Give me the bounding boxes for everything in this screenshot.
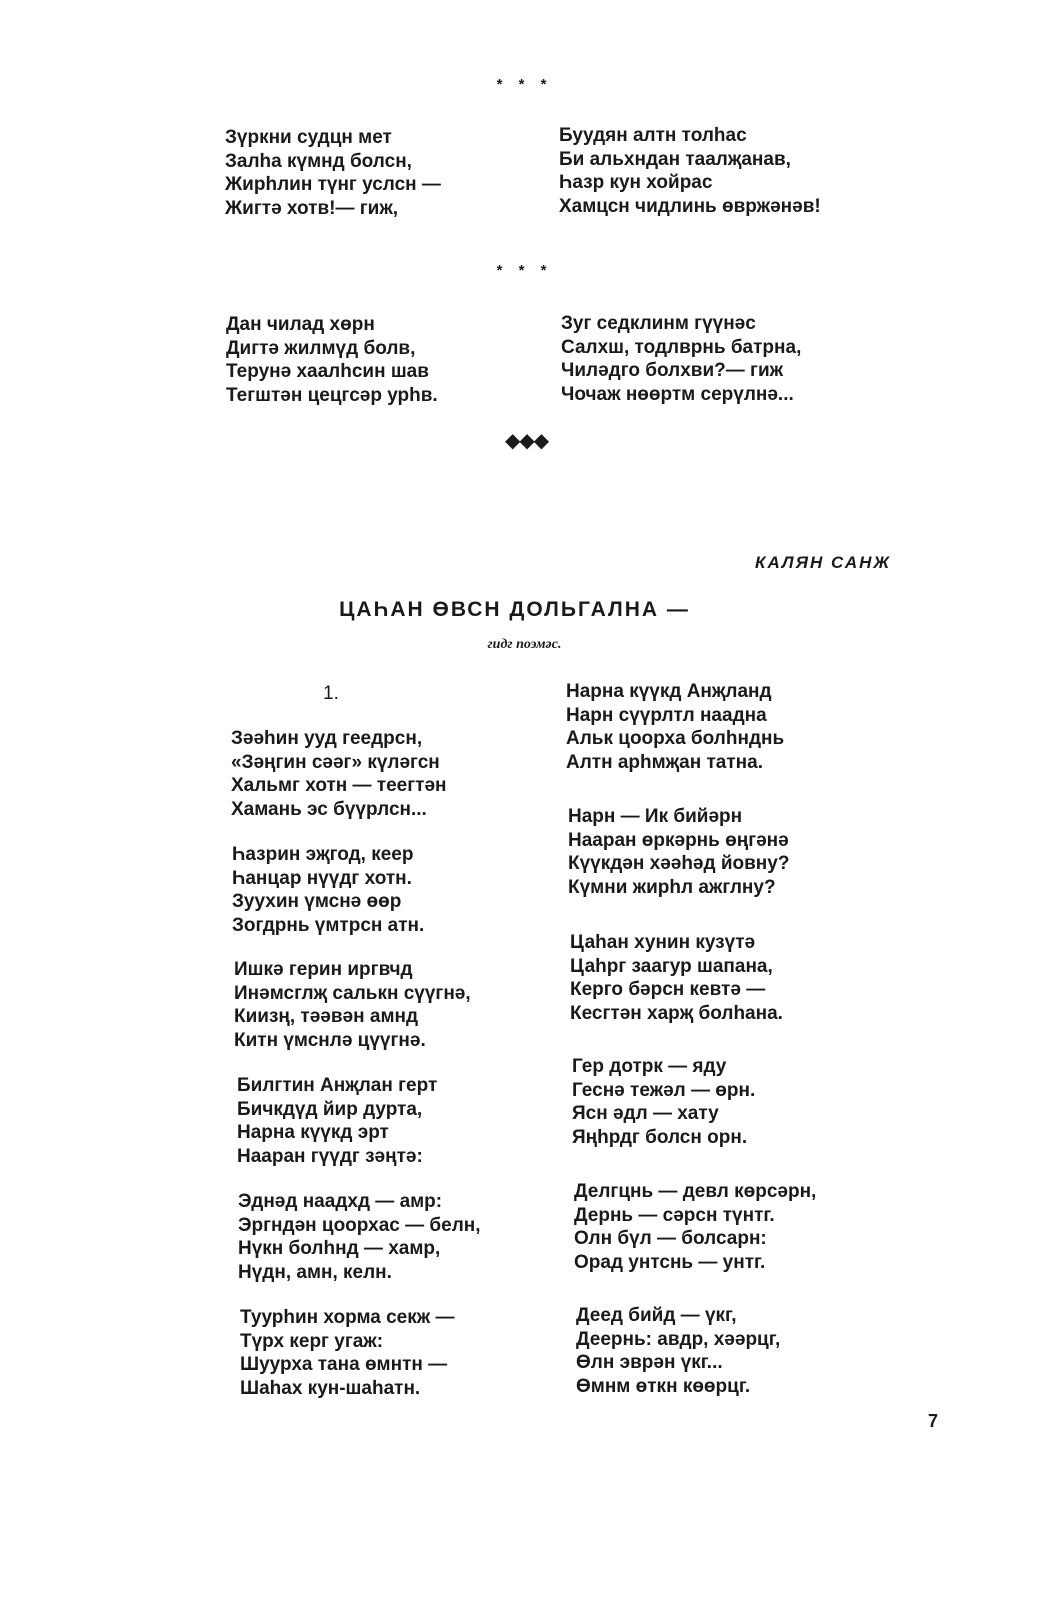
stanza xyxy=(231,727,447,821)
verse-line: Нарна күүкд Анҗланд xyxy=(566,681,772,702)
verse-line: Буудян алтн толһас xyxy=(559,125,747,146)
verse-line: Салхш, тодлврнь батрна, xyxy=(561,336,802,358)
author-name: КАЛЯН САНЖ xyxy=(755,553,892,572)
verse-line: Киизң, тәәвән амнд xyxy=(234,1006,419,1027)
stanza xyxy=(559,124,821,218)
verse-line: Би альхндан таалҗанав, xyxy=(559,148,791,170)
verse-line: Һазрин эҗгод, кеер xyxy=(232,844,414,865)
verse-line: Дан чилад хөрн xyxy=(226,314,375,335)
verse-line: Зәәһин ууд геедрсн, xyxy=(231,728,423,749)
verse-line: Олн бүл — болсарн: xyxy=(574,1228,767,1249)
verse-line: Өлн эврән үкг... xyxy=(576,1352,723,1373)
verse-line: Кесгтән харҗ болһана. xyxy=(570,1002,783,1024)
verse-line: Жирһлин түнг услсн — xyxy=(225,174,441,195)
verse-line: Өмнм өткн көөрцг. xyxy=(576,1375,751,1397)
separator-stars: * * * xyxy=(496,262,553,279)
verse-line: Эднәд наадхд — амр: xyxy=(238,1191,443,1212)
verse-line: Деед бийд — үкг, xyxy=(576,1305,737,1326)
verse-line: Керго бәрсн кевтә — xyxy=(570,979,766,1000)
stanza xyxy=(237,1074,437,1168)
verse-line: Нүдн, амн, келн. xyxy=(238,1261,392,1283)
verse-line: Гер дотрк — яду xyxy=(572,1056,727,1077)
verse-line: Цаһан хунин кузүтә xyxy=(570,932,756,953)
verse-line: Һазр кун хойрас xyxy=(559,172,713,193)
verse-line: Күмни жирһл ажглну? xyxy=(568,876,776,898)
stanza xyxy=(225,126,441,220)
verse-line: Жигтә хотв!— гиж, xyxy=(225,197,399,219)
stanza xyxy=(574,1180,816,1274)
verse-line: Ясн әдл — хату xyxy=(572,1103,719,1124)
verse-line: Китн үмснлә цүүгнә. xyxy=(234,1029,426,1051)
verse-line: Делгцнь — девл көрсәрн, xyxy=(574,1181,817,1202)
stanza xyxy=(226,313,438,407)
verse-line: Чиләдго болхви?— гиж xyxy=(561,360,784,381)
verse-line: Зүркни судцн мет xyxy=(225,127,392,148)
verse-line: Дигтә жилмүд болв, xyxy=(226,337,416,359)
stanza xyxy=(576,1304,780,1398)
stanza xyxy=(568,805,789,899)
stanza xyxy=(561,312,801,406)
verse-line: Һанцар нүүдг хотн. xyxy=(232,867,412,889)
verse-line: Чочаж нөөртм серүлнә... xyxy=(561,383,794,405)
verse-line: «Зәңгин сәәг» күләгсн xyxy=(231,751,440,773)
verse-line: Шаһах кун-шаһатн. xyxy=(240,1377,421,1399)
verse-line: Орад унтснь — унтг. xyxy=(574,1251,766,1273)
verse-line: Ишкә герин иргвчд xyxy=(234,959,413,980)
verse-line: Туурһин хорма секж — xyxy=(240,1307,455,1328)
verse-line: Деернь: авдр, хәәрцг, xyxy=(576,1328,781,1350)
verse-line: Бичкдүд йир дурта, xyxy=(237,1098,423,1120)
verse-line: Дернь — сәрсн түнтг. xyxy=(574,1204,775,1226)
verse-line: Залһа күмнд болсн, xyxy=(225,150,412,172)
verse-line: Альк цоорха болһнднь xyxy=(566,728,785,749)
stanza xyxy=(232,843,424,937)
verse-line: Алтн арһмҗан татна. xyxy=(566,751,763,773)
verse-line: Күүкдән хәәһәд йовну? xyxy=(568,853,790,874)
verse-line: Түрх керг угаж: xyxy=(240,1330,384,1352)
stanza xyxy=(570,931,783,1025)
verse-line: Зогдрнь үмтрсн атн. xyxy=(232,914,425,936)
verse-line: Хамань эс бүүрлсн... xyxy=(231,798,427,820)
verse-line: Шуурха тана өмнтн — xyxy=(240,1354,448,1375)
section-end-ornament: ◆◆◆ xyxy=(505,428,549,452)
stanza xyxy=(234,958,471,1052)
stanza xyxy=(572,1055,755,1149)
verse-line: Билгтин Анҗлан герт xyxy=(237,1075,438,1096)
verse-line: Нүкн болһнд — хамр, xyxy=(238,1238,441,1259)
poem-subtitle: гидг поэмәс. xyxy=(487,637,562,652)
page-number: 7 xyxy=(928,1411,939,1431)
verse-line: Цаһрг заагур шапана, xyxy=(570,955,773,977)
verse-line: Нарн сүүрлтл наадна xyxy=(566,704,767,726)
section-number: 1. xyxy=(323,683,339,704)
verse-line: Нааран өркәрнь өңгәнә xyxy=(568,829,789,851)
verse-line: Нарна күүкд эрт xyxy=(237,1122,389,1143)
verse-line: Эргндән цоорхас — белн, xyxy=(238,1214,481,1236)
verse-line: Тегштән цецгсәр урһв. xyxy=(226,384,438,406)
verse-line: Яңһрдг болсн орн. xyxy=(572,1126,748,1148)
verse-line: Зуухин үмснә өөр xyxy=(232,891,402,912)
verse-line: Нааран гүүдг зәңтә: xyxy=(237,1145,423,1167)
verse-line: Геснә тежәл — өрн. xyxy=(572,1079,756,1101)
verse-line: Хамцсн чидлинь өвржәнәв! xyxy=(559,195,821,217)
stanza xyxy=(566,680,784,774)
verse-line: Нарн — Ик бийәрн xyxy=(568,806,743,827)
verse-line: Инәмсглҗ салькн сүүгнә, xyxy=(234,982,471,1004)
stanza xyxy=(238,1190,481,1284)
stanza xyxy=(240,1306,455,1400)
poem-title: ЦАҺАН ӨВСН ДОЛЬГАЛНА — xyxy=(339,598,690,621)
verse-line: Зуг седклинм гүүнәс xyxy=(561,313,756,334)
verse-line: Терунә хаалһсин шав xyxy=(226,361,429,382)
separator-stars: * * * xyxy=(496,76,553,93)
verse-line: Хальмг хотн — теегтән xyxy=(231,775,447,796)
